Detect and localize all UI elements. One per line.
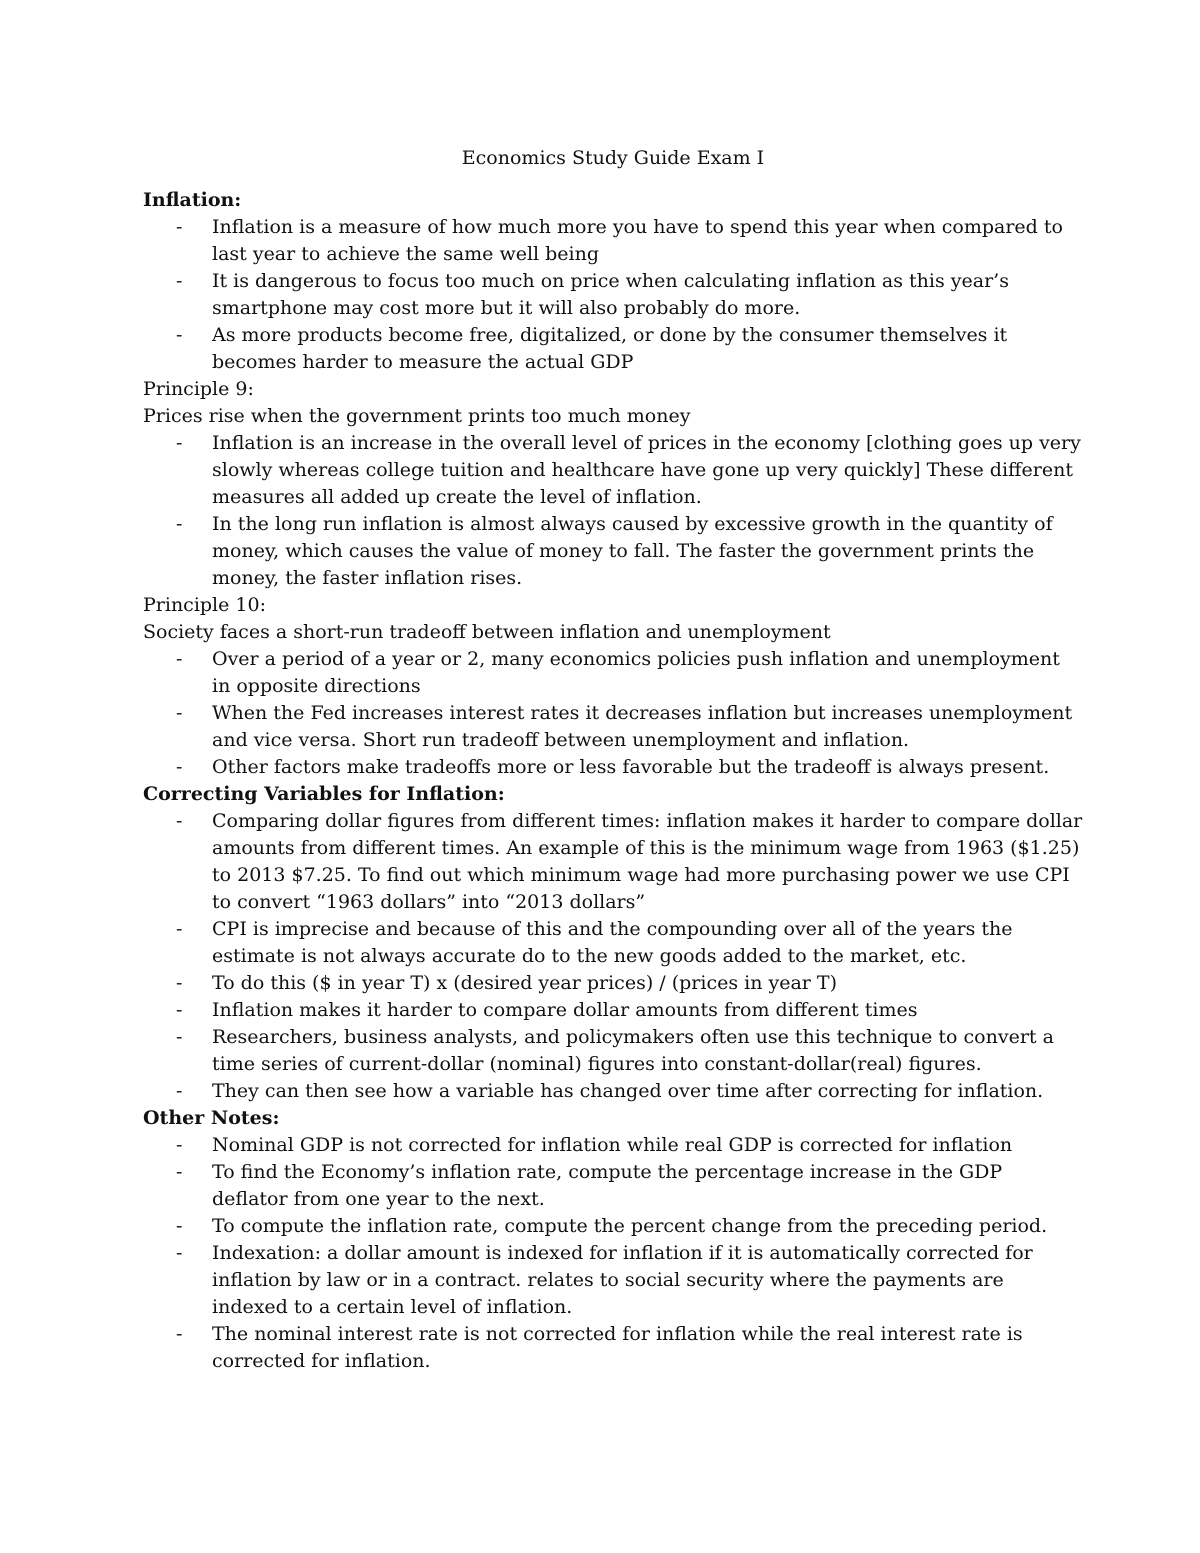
dash-bullet-icon: - [176, 999, 183, 1021]
list-item [143, 1078, 1083, 1105]
list-item-text: Inflation is an increase in the overall level of prices in the economy [clothing goes up very slowly whereas college tuition and healthcare have gone up very quickly] These different measures all added up create the level of inflation. [212, 432, 1081, 508]
list-item-text: To do this ($ in year T) x (desired year prices) / (prices in year T) [212, 972, 837, 994]
dash-bullet-icon: - [176, 648, 183, 670]
document-title: Economics Study Guide Exam I [461, 147, 765, 169]
principle-9-statement: Prices rise when the government prints too much money [143, 405, 691, 427]
list-item-text: Nominal GDP is not corrected for inflation while real GDP is corrected for inflation [212, 1134, 1013, 1156]
list-item [143, 700, 1083, 754]
list-item-text: Other factors make tradeoffs more or less favorable but the tradeoff is always present. [212, 756, 1050, 778]
principle-10-list [143, 646, 1083, 781]
list-item-text: It is dangerous to focus too much on price when calculating inflation as this year’s smartphone may cost more but it will also probably do more. [212, 270, 1009, 319]
list-item [143, 511, 1083, 592]
list-item-text: Inflation is a measure of how much more you have to spend this year when compared to last year to achieve the same well being [212, 216, 1063, 265]
list-item-text: To find the Economy’s inflation rate, compute the percentage increase in the GDP deflator from one year to the next. [212, 1161, 1003, 1210]
principle-10-statement: Society faces a short-run tradeoff between inflation and unemployment [143, 621, 831, 643]
list-item [143, 322, 1083, 376]
list-item [143, 916, 1083, 970]
list-item [143, 808, 1083, 916]
dash-bullet-icon: - [176, 1323, 183, 1345]
dash-bullet-icon: - [176, 270, 183, 292]
dash-bullet-icon: - [176, 1161, 183, 1183]
list-item [143, 997, 1083, 1024]
dash-bullet-icon: - [176, 324, 183, 346]
list-item [143, 430, 1083, 511]
dash-bullet-icon: - [176, 1026, 183, 1048]
list-item [143, 1024, 1083, 1078]
principle-9-list [143, 430, 1083, 592]
inflation-list [143, 214, 1083, 376]
list-item-text: They can then see how a variable has changed over time after correcting for inflation. [212, 1080, 1044, 1102]
principle-9-label: Principle 9: [143, 378, 254, 400]
dash-bullet-icon: - [176, 1134, 183, 1156]
dash-bullet-icon: - [176, 513, 183, 535]
list-item-text: CPI is imprecise and because of this and the compounding over all of the years the estimate is not always accurate do to the new goods added to the market, etc. [212, 918, 1013, 967]
list-item [143, 1132, 1083, 1159]
section-heading-other-notes: Other Notes: [143, 1107, 280, 1129]
list-item [143, 1159, 1083, 1213]
section-heading-correcting-variables: Correcting Variables for Inflation: [143, 783, 505, 805]
dash-bullet-icon: - [176, 216, 183, 238]
list-item-text: In the long run inflation is almost always caused by excessive growth in the quantity of money, which causes the value of money to fall. The faster the government prints the money, the faster inflation rises. [212, 513, 1053, 589]
dash-bullet-icon: - [176, 1215, 183, 1237]
list-item-text: The nominal interest rate is not corrected for inflation while the real interest rate is corrected for inflation. [212, 1323, 1023, 1372]
other-notes-list [143, 1132, 1083, 1375]
dash-bullet-icon: - [176, 918, 183, 940]
list-item-text: Indexation: a dollar amount is indexed for inflation if it is automatically corrected for inflation by law or in a contract. relates to social security where the payments are indexed to a certain level of inflation. [212, 1242, 1033, 1318]
dash-bullet-icon: - [176, 432, 183, 454]
list-item-text: Researchers, business analysts, and policymakers often use this technique to convert a time series of current-dollar (nominal) figures into constant-dollar(real) figures. [212, 1026, 1054, 1075]
list-item [143, 1213, 1083, 1240]
list-item-text: When the Fed increases interest rates it decreases inflation but increases unemployment and vice versa. Short run tradeoff between unemployment and inflation. [212, 702, 1073, 751]
list-item [143, 754, 1083, 781]
dash-bullet-icon: - [176, 972, 183, 994]
correcting-variables-list [143, 808, 1083, 1105]
list-item-text: To compute the inflation rate, compute the percent change from the preceding period. [212, 1215, 1048, 1237]
list-item [143, 214, 1083, 268]
section-heading-inflation: Inflation: [143, 189, 242, 211]
list-item [143, 646, 1083, 700]
list-item-text: Inflation makes it harder to compare dollar amounts from different times [212, 999, 918, 1021]
list-item [143, 970, 1083, 997]
list-item [143, 1321, 1083, 1375]
dash-bullet-icon: - [176, 1242, 183, 1264]
list-item [143, 1240, 1083, 1321]
dash-bullet-icon: - [176, 810, 183, 832]
document-page [143, 144, 1083, 1375]
dash-bullet-icon: - [176, 756, 183, 778]
list-item-text: Over a period of a year or 2, many economics policies push inflation and unemployment in opposite directions [212, 648, 1060, 697]
principle-10-label: Principle 10: [143, 594, 266, 616]
list-item [143, 268, 1083, 322]
list-item-text: Comparing dollar figures from different times: inflation makes it harder to compare dollar amounts from different times. An example of this is the minimum wage from 1963 ($1.25) to 2013 $7.25. To find out which minimum wage had more purchasing power we use CPI to convert “1963 dollars” into “2013 dollars” [212, 810, 1083, 913]
dash-bullet-icon: - [176, 702, 183, 724]
list-item-text: As more products become free, digitalized, or done by the consumer themselves it becomes harder to measure the actual GDP [212, 324, 1008, 373]
dash-bullet-icon: - [176, 1080, 183, 1102]
